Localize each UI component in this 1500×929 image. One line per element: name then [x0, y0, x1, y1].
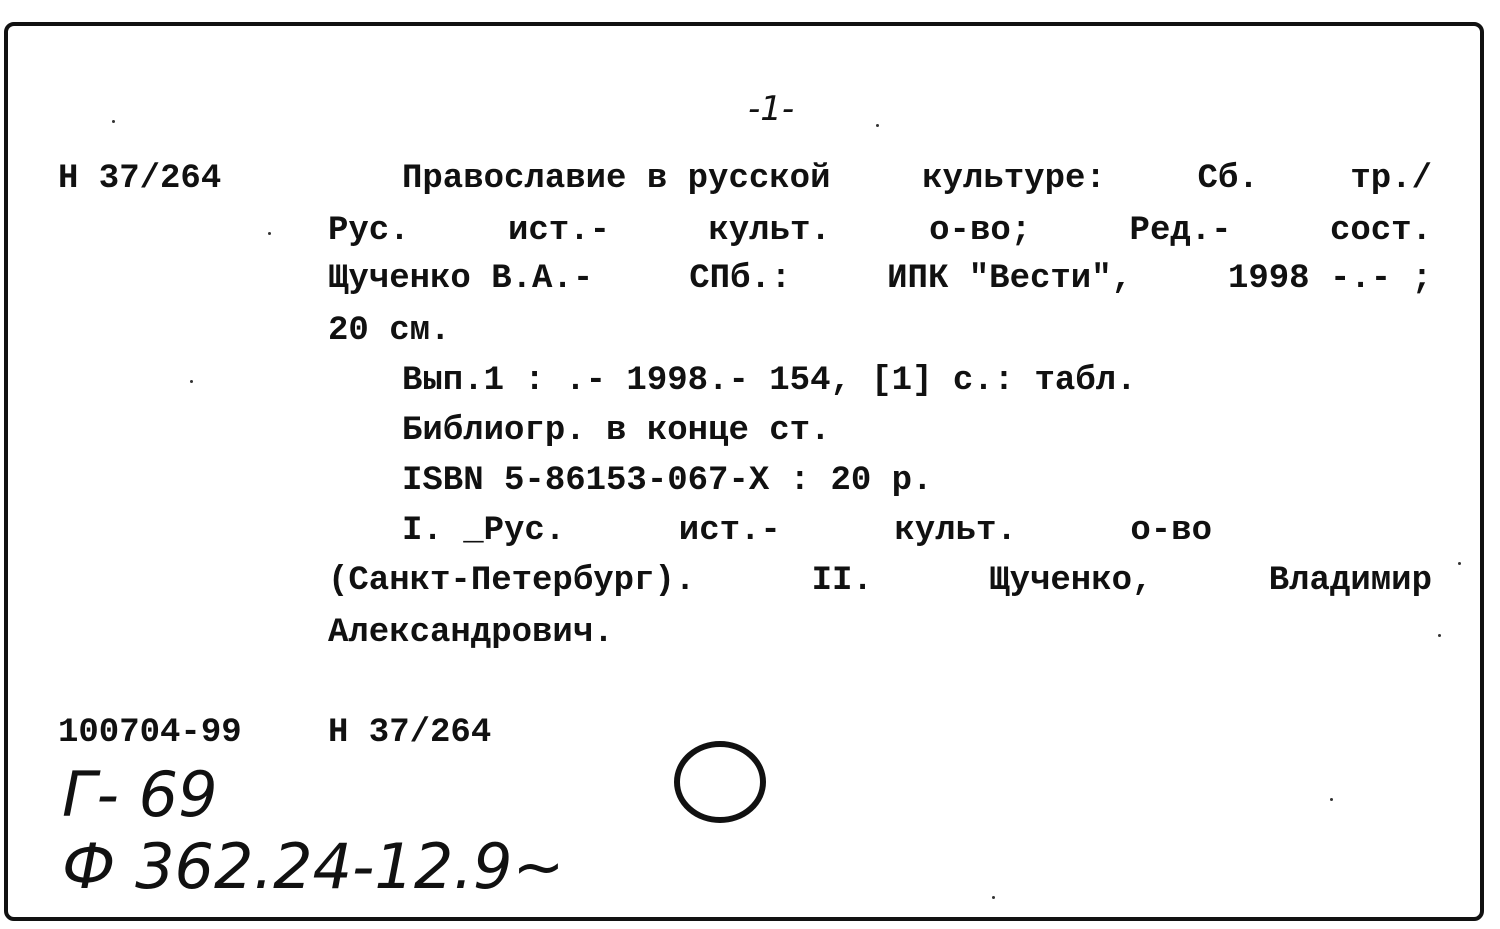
entry-line-2-part: Ред.- — [1129, 212, 1232, 250]
entry-line-8-part: культ. — [894, 512, 1017, 550]
scan-speck — [876, 124, 879, 127]
entry-line-2-part: Рус. — [328, 212, 410, 250]
accession-number: 100704-99 — [58, 714, 242, 752]
issue-line: Вып.1 : .- 1998.- 154, [1] с.: табл. — [402, 362, 1137, 400]
entry-line-1-part: культуре: — [922, 160, 1106, 198]
footer-shelf-mark: Н 37/264 — [328, 714, 492, 752]
handwritten-code-1: Г- 69 — [62, 758, 218, 831]
entry-line-9-part: Щученко, — [989, 562, 1153, 600]
entry-line-10: Александрович. — [328, 614, 614, 652]
page-number: -1- — [748, 89, 795, 129]
isbn-line: ISBN 5-86153-067-X : 20 р. — [402, 462, 933, 500]
entry-line-1-part: тр./ — [1350, 160, 1432, 198]
entry-line-1-part: Православие в русской — [402, 160, 831, 198]
scan-speck — [992, 896, 995, 899]
entry-line-2-part: ист.- — [507, 212, 611, 250]
scan-speck — [1458, 562, 1461, 565]
entry-line-8-part: о-во — [1130, 512, 1212, 550]
entry-line-2-part: культ. — [708, 212, 831, 250]
entry-line-8-part: I. _Рус. — [402, 512, 566, 550]
entry-line-3 — [328, 262, 1432, 296]
shelf-mark: Н 37/264 — [58, 160, 222, 198]
handwritten-code-2: Ф 362.24-12.9~ — [62, 830, 565, 903]
entry-line-1 — [402, 162, 1432, 196]
entry-line-9-part: II. — [811, 562, 873, 600]
entry-line-2 — [328, 214, 1432, 248]
entry-line-8 — [402, 514, 1212, 548]
entry-line-9-part: Владимир — [1268, 562, 1432, 600]
entry-line-2-part: о-во; — [929, 212, 1032, 250]
bibliography-note: Библиогр. в конце ст. — [402, 412, 831, 450]
entry-line-3-part: СПб.: — [689, 260, 792, 298]
entry-line-9-part: (Санкт-Петербург). — [328, 562, 696, 600]
scan-speck — [112, 120, 115, 123]
circle-mark-icon — [672, 738, 772, 828]
scan-speck — [1330, 798, 1333, 801]
entry-line-3-part: 1998 -.- ; — [1227, 260, 1432, 298]
entry-line-8-part: ист.- — [678, 512, 781, 550]
entry-line-2-part: сост. — [1329, 212, 1432, 250]
scan-speck — [268, 232, 271, 235]
scan-speck — [1438, 634, 1441, 637]
entry-line-3-part: Щученко В.А.- — [328, 260, 594, 298]
entry-line-9 — [328, 564, 1432, 598]
scan-speck — [190, 380, 193, 383]
entry-line-3-part: ИПК "Вести", — [887, 260, 1132, 298]
entry-line-1-part: Сб. — [1197, 160, 1259, 198]
entry-line-4: 20 см. — [328, 312, 451, 350]
